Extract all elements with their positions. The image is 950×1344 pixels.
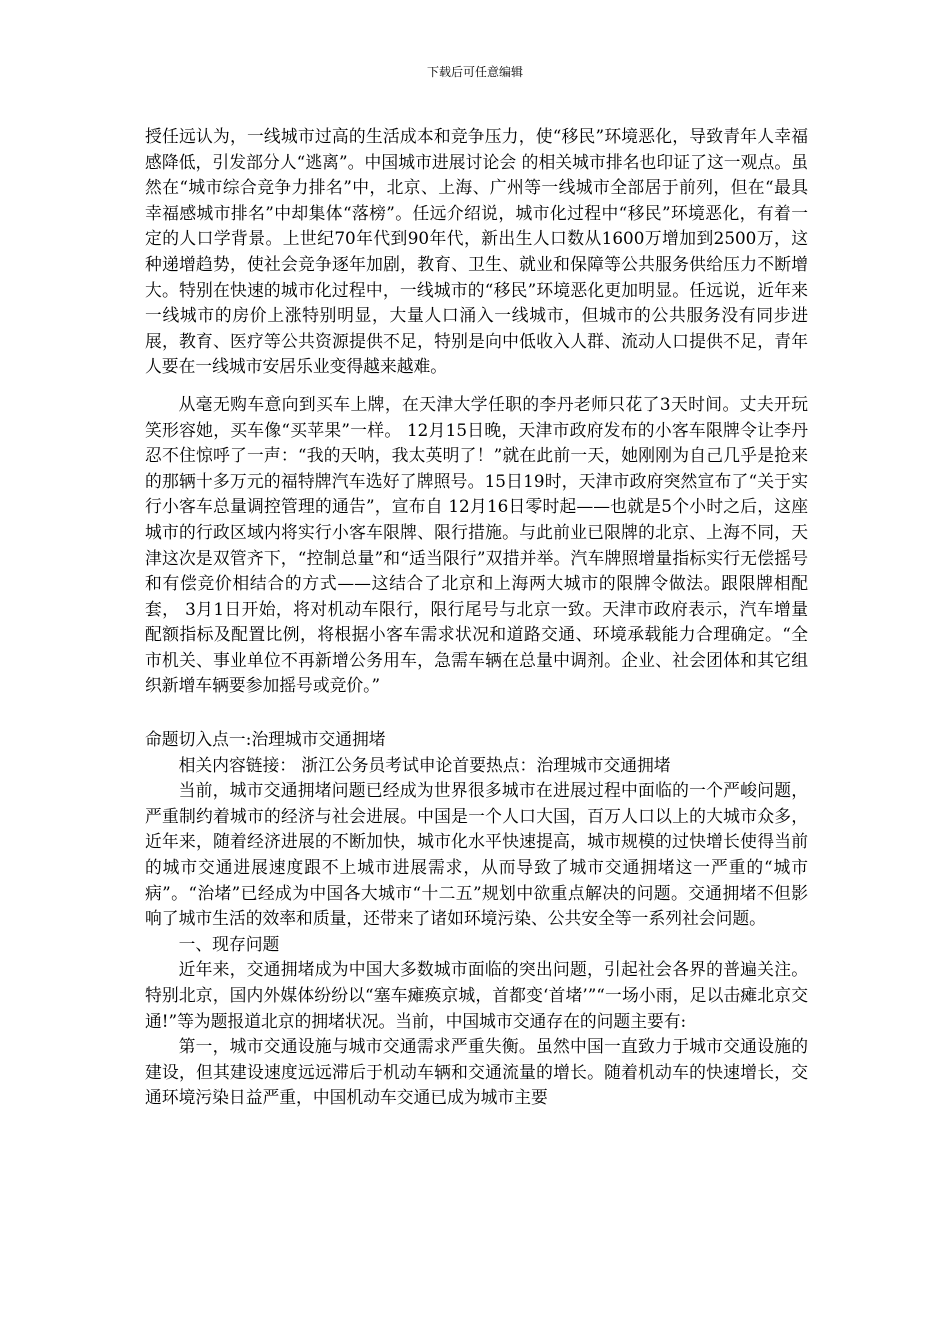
paragraph: 第一，城市交通设施与城市交通需求严重失衡。虽然中国一直致力于城市交通设施的建设，但其建设速度远远滞后于机动车辆和交通流量的增长。随着机动车的快速增长，交通环境污染日益严重，中国机动车交通已成为城市主要 bbox=[145, 1036, 808, 1108]
paragraph: 近年来，交通拥堵成为中国大多数城市面临的突出问题，引起社会各界的普遍关注。特别北京，国内外媒体纷纷以“塞车瘫痪京城，首都变‘首堵’”“一场小雨，足以击瘫北京交通!”等为题报道北京的拥堵状况。当前，中国城市交通存在的问题主要有: bbox=[145, 959, 808, 1031]
paragraph: 当前，城市交通拥堵问题已经成为世界很多城市在进展过程中面临的一个严峻问题，严重制约着城市的经济与社会进展。中国是一个人口大国，百万人口以上的大城市众多，近年来，随着经济进展的不断加快，城市化水平快速提高，城市规模的过快增长使得当前的城市交通进展速度跟不上城市进展需求，从而导致了城市交通拥堵这一严重的“城市病”。“治堵”已经成为中国各大城市“十二五”规划中欲重点解决的问题。交通拥堵不但影响了城市生活的效率和质量，还带来了诸如环境污染、公共安全等一系列社会问题。 bbox=[145, 780, 808, 929]
section-heading: 命题切入点一:治理城市交通拥堵 bbox=[145, 729, 386, 750]
related-link-text: 相关内容链接： 浙江公务员考试申论首要热点：治理城市交通拥堵 bbox=[178, 754, 671, 775]
document-body bbox=[145, 124, 808, 1111]
subsection-heading: 一、现存问题 bbox=[178, 933, 280, 954]
paragraph-spacer bbox=[145, 380, 808, 392]
paragraph: 从毫无购车意向到买车上牌，在天津大学任职的李丹老师只花了3天时间。丈夫开玩笑形容她，买车像“买苹果”一样。 12月15日晚，天津市政府发布的小客车限牌令让李丹忍不住惊呼了一声：“我的天呐，我太英明了！”就在此前一天，她刚刚为自己几乎是抢来的那辆十多万元的福特牌汽车选好了牌照号。15日19时，天津市政府突然宣布了“关于实行小客车总量调控管理的通告”，宣布自 12月16日零时起——也就是5个小时之后，这座城市的行政区域内将实行小客车限牌、限行措施。与此前业已限牌的北京、上海不同，天津这次是双管齐下，“控制总量”和“适当限行”双措并举。汽车牌照增量指标实行无偿摇号和有偿竞价相结合的方式——这结合了北京和上海两大城市的限牌令做法。跟限牌相配套， 3月1日开始，将对机动车限行，限行尾号与北京一致。天津市政府表示，汽车增量配额指标及配置比例，将根据小客车需求状况和道路交通、环境承载能力合理确定。“全市机关、事业单位不再新增公务用车，急需车辆在总量中调剂。企业、社会团体和其它组织新增车辆要参加摇号或竞价。” bbox=[145, 393, 808, 696]
paragraph-spacer bbox=[145, 699, 808, 727]
paragraph: 授任远认为，一线城市过高的生活成本和竞争压力，使“移民”环境恶化，导致青年人幸福感降低，引发部分人“逃离”。中国城市进展讨论会 的相关城市排名也印证了这一观点。虽然在“城市综合竞争力排名”中，北京、上海、广州等一线城市全部居于前列，但在“最具幸福感城市排名”中却集体“落榜”。任远介绍说，城市化过程中“移民”环境恶化，有着一定的人口学背景。上世纪70年代到90年代，新出生人口数从1600万增加到2500万，这种递增趋势，使社会竞争逐年加剧，教育、卫生、就业和保障等公共服务供给压力不断增大。特别在快速的城市化过程中，一线城市的“移民”环境恶化更加明显。任远说，近年来一线城市的房价上涨特别明显，大量人口涌入一线城市，但城市的公共服务没有同步进展，教育、医疗等公共资源提供不足，特别是向中低收入人群、流动人口提供不足，青年人要在一线城市安居乐业变得越来越难。 bbox=[145, 126, 808, 377]
page-header: 下载后可任意编辑 bbox=[426, 65, 523, 79]
